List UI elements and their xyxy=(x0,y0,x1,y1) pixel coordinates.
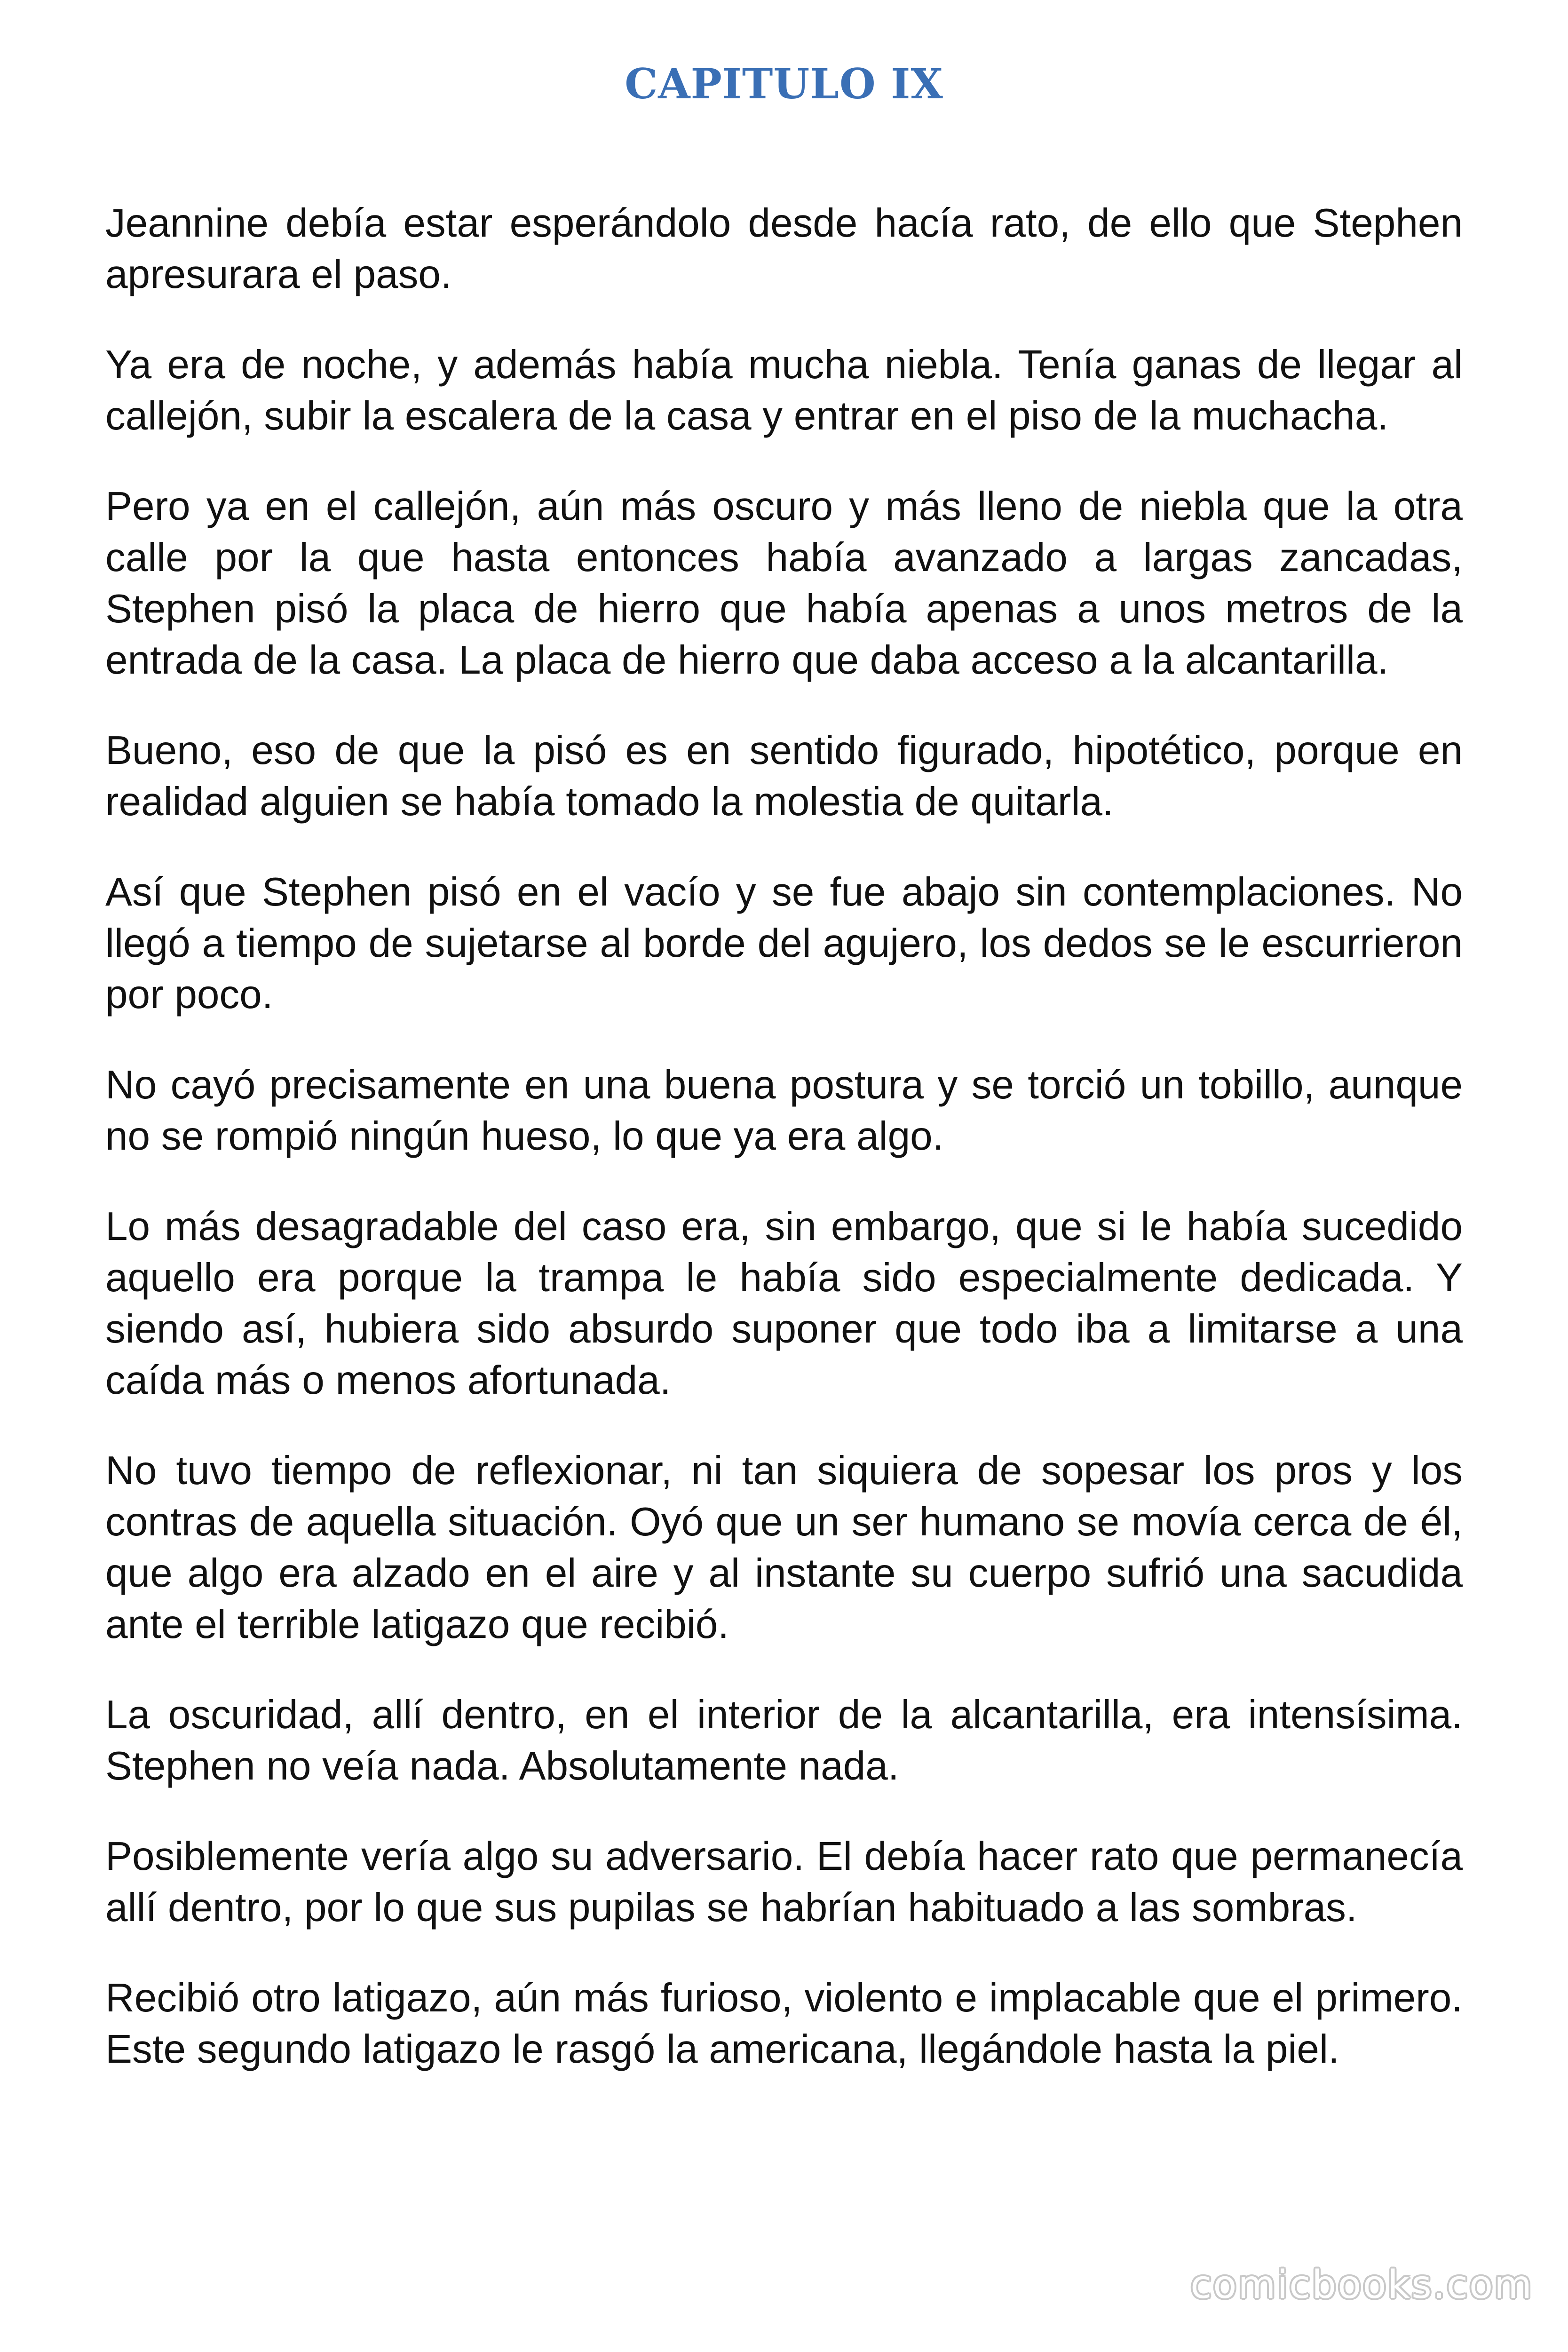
paragraph: Posiblemente vería algo su adversario. El debía hacer rato que permanecía allí dentro, por lo que sus pupilas se habrían habituado a las sombras. xyxy=(105,1834,1463,1930)
paragraph: La oscuridad, allí dentro, en el interior de la alcantarilla, era intensísima. Stephen no veía nada. Absolutamente nada. xyxy=(105,1692,1463,1788)
paragraph: Pero ya en el callejón, aún más oscuro y más lleno de niebla que la otra calle por la que hasta entonces había avanzado a largas zancadas, Stephen pisó la placa de hierro que había apenas a unos metros de la entrada de la casa. La placa de hierro que daba acceso a la alcantarilla. xyxy=(105,484,1463,683)
paragraph: No cayó precisamente en una buena postura y se torció un tobillo, aunque no se rompió ningún hueso, lo que ya era algo. xyxy=(105,1063,1463,1159)
chapter-body xyxy=(105,198,1463,2114)
paragraph: Así que Stephen pisó en el vacío y se fue abajo sin contemplaciones. No llegó a tiempo de sujetarse al borde del agujero, los dedos se le escurrieron por poco. xyxy=(105,870,1463,1017)
paragraph: Jeannine debía estar esperándolo desde hacía rato, de ello que Stephen apresurara el paso. xyxy=(105,201,1463,297)
paragraph: Recibió otro latigazo, aún más furioso, violento e implacable que el primero. Este segundo latigazo le rasgó la americana, llegándole hasta la piel. xyxy=(105,1976,1463,2072)
paragraph: Ya era de noche, y además había mucha niebla. Tenía ganas de llegar al callejón, subir la escalera de la casa y entrar en el piso de la muchacha. xyxy=(105,342,1463,438)
paragraph: No tuvo tiempo de reflexionar, ni tan siquiera de sopesar los pros y los contras de aquella situación. Oyó que un ser humano se movía cerca de él, que algo era alzado en el aire y al instante su cuerpo sufrió una sacudida ante el terrible latigazo que recibió. xyxy=(105,1448,1463,1647)
paragraph: Bueno, eso de que la pisó es en sentido figurado, hipotético, porque en realidad alguien se había tomado la molestia de quitarla. xyxy=(105,728,1463,824)
chapter-title: CAPITULO IX xyxy=(625,59,943,108)
paragraph: Lo más desagradable del caso era, sin embargo, que si le había sucedido aquello era porque la trampa le había sido especialmente dedicada. Y siendo así, hubiera sido absurdo suponer que todo iba a limitarse a una caída más o menos afortunada. xyxy=(105,1204,1463,1403)
watermark: comicbooks.com xyxy=(1190,2263,1533,2307)
